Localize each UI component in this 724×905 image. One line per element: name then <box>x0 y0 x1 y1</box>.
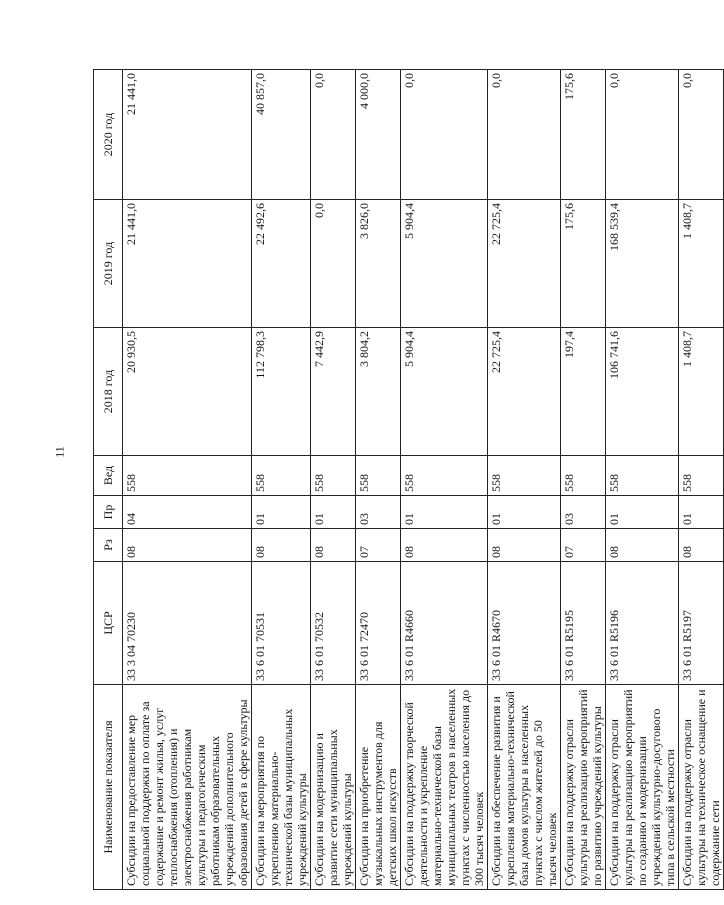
row-csr: 33 6 01 R5196 <box>606 562 679 685</box>
table-row <box>356 70 401 890</box>
row-2020: 0,0 <box>606 70 679 200</box>
row-rz: 08 <box>401 529 488 562</box>
row-csr: 33 6 01 72470 <box>356 562 401 685</box>
row-2020: 0,0 <box>401 70 488 200</box>
row-2018: 20 930,5 <box>123 328 252 456</box>
header-2018: 2018 год <box>94 328 123 456</box>
row-2020: 175,6 <box>561 70 606 200</box>
row-name: Субсидии на приобретение музыкальных инструментов для детских школ искусств <box>356 685 401 890</box>
row-ved: 558 <box>123 456 252 496</box>
row-csr: 33 6 01 R5197 <box>679 562 724 685</box>
table-body <box>123 70 724 890</box>
table-wrapper <box>93 70 722 890</box>
row-2018: 112 798,3 <box>252 328 311 456</box>
row-csr: 33 6 01 R4660 <box>401 562 488 685</box>
row-2019: 175,6 <box>561 200 606 328</box>
row-pr: 04 <box>123 496 252 529</box>
table-row <box>252 70 311 890</box>
row-2019: 0,0 <box>311 200 356 328</box>
page-number: 11 <box>52 446 67 458</box>
table-row <box>679 70 724 890</box>
row-name: Субсидии на поддержку отрасли культуры на реализацию мероприятий по развитию учреждений культуры <box>561 685 606 890</box>
header-rz: Рз <box>94 529 123 562</box>
row-name: Субсидии на поддержку отрасли культуры на техническое оснащение и содержание сети <box>679 685 724 890</box>
row-2019: 1 408,7 <box>679 200 724 328</box>
row-2018: 3 804,2 <box>356 328 401 456</box>
row-2020: 40 857,0 <box>252 70 311 200</box>
row-2018: 1 408,7 <box>679 328 724 456</box>
row-rz: 08 <box>123 529 252 562</box>
row-csr: 33 6 01 70532 <box>311 562 356 685</box>
row-name: Субсидии на поддержку отрасли культуры на реализацию мероприятий по созданию и модернизации учреждений культурно-досугового типа в сельской местности <box>606 685 679 890</box>
budget-table <box>93 69 724 890</box>
table-row <box>123 70 252 890</box>
row-name: Субсидии на модернизацию и развитие сети муниципальных учреждений культуры <box>311 685 356 890</box>
table-row <box>488 70 561 890</box>
row-2019: 22 725,4 <box>488 200 561 328</box>
row-csr: 33 3 04 70230 <box>123 562 252 685</box>
row-pr: 01 <box>311 496 356 529</box>
row-2020: 21 441,0 <box>123 70 252 200</box>
row-ved: 558 <box>488 456 561 496</box>
header-2020: 2020 год <box>94 70 123 200</box>
table-row <box>311 70 356 890</box>
table-row <box>561 70 606 890</box>
row-ved: 558 <box>356 456 401 496</box>
row-csr: 33 6 01 R4670 <box>488 562 561 685</box>
row-name: Субсидии на поддержку творческой деятельности и укрепление материально-технической базы муниципальных театров в населенных пунктах с численностью населения до 300 тысяч человек <box>401 685 488 890</box>
header-ved: Вед <box>94 456 123 496</box>
row-csr: 33 6 01 R5195 <box>561 562 606 685</box>
table-row <box>606 70 679 890</box>
row-2018: 197,4 <box>561 328 606 456</box>
row-2019: 3 826,0 <box>356 200 401 328</box>
row-2020: 4 000,0 <box>356 70 401 200</box>
row-rz: 08 <box>606 529 679 562</box>
header-name: Наименование показателя <box>94 685 123 890</box>
row-rz: 07 <box>561 529 606 562</box>
row-2018: 5 904,4 <box>401 328 488 456</box>
row-pr: 01 <box>679 496 724 529</box>
row-ved: 558 <box>606 456 679 496</box>
row-csr: 33 6 01 70531 <box>252 562 311 685</box>
row-2018: 106 741,6 <box>606 328 679 456</box>
row-name: Субсидии на предоставление мер социальной поддержки по оплате за содержание и ремонт жилья, услуг теплоснабжения (отопления) и электроснабжения работникам культуры и педагогическим работникам образовательных учреждений дополнительного образования детей в сфере культуры <box>123 685 252 890</box>
row-rz: 08 <box>252 529 311 562</box>
row-pr: 01 <box>606 496 679 529</box>
row-rz: 07 <box>356 529 401 562</box>
row-2020: 0,0 <box>679 70 724 200</box>
row-rz: 08 <box>679 529 724 562</box>
row-ved: 558 <box>252 456 311 496</box>
row-2020: 0,0 <box>488 70 561 200</box>
header-csr: ЦСР <box>94 562 123 685</box>
row-pr: 01 <box>488 496 561 529</box>
row-ved: 558 <box>679 456 724 496</box>
row-2020: 0,0 <box>311 70 356 200</box>
row-name: Субсидии на обеспечение развития и укрепления материально-технической базы домов культуры в населенных пунктах с числом жителей до 50 тысяч человек <box>488 685 561 890</box>
row-ved: 558 <box>561 456 606 496</box>
row-2018: 7 442,9 <box>311 328 356 456</box>
row-ved: 558 <box>401 456 488 496</box>
row-pr: 01 <box>252 496 311 529</box>
row-rz: 08 <box>488 529 561 562</box>
row-pr: 03 <box>356 496 401 529</box>
row-rz: 08 <box>311 529 356 562</box>
row-2019: 5 904,4 <box>401 200 488 328</box>
table-row <box>401 70 488 890</box>
row-name: Субсидии на мероприятия по укреплению материально-технической базы муниципальных учреждений культуры <box>252 685 311 890</box>
row-2019: 168 539,4 <box>606 200 679 328</box>
row-2019: 21 441,0 <box>123 200 252 328</box>
row-2018: 22 725,4 <box>488 328 561 456</box>
row-2019: 22 492,6 <box>252 200 311 328</box>
row-pr: 03 <box>561 496 606 529</box>
row-pr: 01 <box>401 496 488 529</box>
row-ved: 558 <box>311 456 356 496</box>
header-pr: Пр <box>94 496 123 529</box>
header-2019: 2019 год <box>94 200 123 328</box>
table-header-row <box>94 70 123 890</box>
